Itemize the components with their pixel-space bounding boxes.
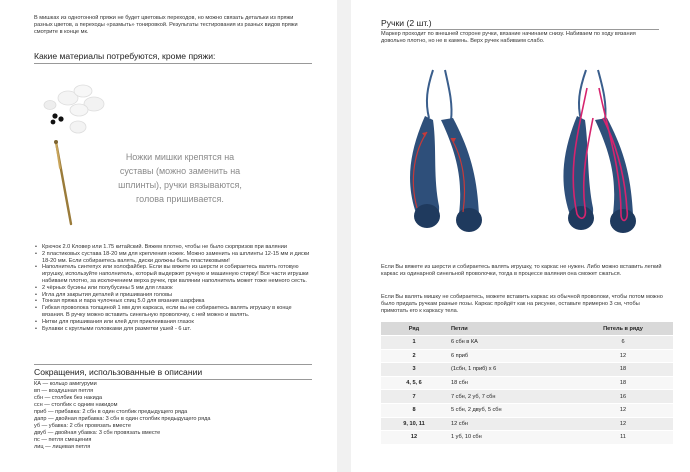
crochet-hook-icon — [54, 140, 71, 224]
cell-row: 8 — [381, 403, 447, 417]
materials-title: Какие материалы потребуются, кроме пряжи: — [34, 51, 216, 61]
left-intro: В мишках из однотонной пряжи не будет цветовых переходов, но можно связать детальки из пряжи разных цветов, а переходы «размыть» тонировкой. Результаты тестирования из разных видов пряжи смотрите в конце мк. — [34, 15, 298, 35]
cell-loops: 1 уб, 10 сбн — [447, 431, 573, 445]
cell-row: 2 — [381, 349, 447, 363]
right-page — [351, 0, 690, 472]
cell-row: 12 — [381, 431, 447, 445]
list-item: • Тонкая пряжа и пара чулочных спиц 5.0 для вязания шарфика — [42, 298, 312, 305]
list-item: • Гибкая проволока толщиной 1 мм для каркаса, если вы не собираетесь валять игрушку в конце вязания. В ручку можно вставить синельную проволочку, с ней можно и валять. — [42, 305, 312, 319]
list-item: • 2 чёрных бусины или полубусины 5 мм для глазок — [42, 285, 312, 292]
list-item: лиц — лицевая петля — [34, 444, 91, 450]
arm-with-wire-icon — [563, 70, 636, 233]
arm-with-arrow-icon — [410, 70, 482, 232]
list-item: двуб — двойная убавка: 3 сбн провязать вместе — [34, 430, 161, 436]
table-row — [381, 431, 673, 445]
materials-list — [34, 244, 312, 332]
table-row — [381, 336, 673, 350]
abbr-top-rule — [34, 364, 312, 365]
list-item: вп — воздушная петля — [34, 388, 94, 394]
table-row — [381, 363, 673, 377]
paragraph-wire: Если Вы валять мишку не собираетесь, можете вставить каркас из обычной проволоки, чтобы потом можно было придать ручкам разные позы. Каркас пройдёт как на рисунке, оставьте примерно 3 см, чтобы примотать его к каркасу тела. — [381, 294, 663, 314]
table-row — [381, 390, 673, 404]
abbr-rule — [34, 379, 312, 380]
cell-count: 18 — [573, 376, 673, 390]
cell-loops: (1сбн, 1 приб) х 6 — [447, 363, 573, 377]
materials-rule — [34, 63, 312, 64]
cell-count: 12 — [573, 417, 673, 431]
cell-count: 12 — [573, 403, 673, 417]
list-item: дапр — двойная прибавка: 3 сбн в один столбик предыдущего ряда — [34, 416, 211, 422]
list-item: ссн — столбик с одним накидом — [34, 402, 118, 408]
table-row — [381, 349, 673, 363]
table-row — [381, 403, 673, 417]
photo-caption: Ножки мишки крепятся на суставы (можно заменить на шплинты), ручки вязываются, голова пришивается. — [118, 152, 242, 204]
header-count: Петель в ряду — [573, 322, 673, 336]
list-item: пс — петля смещения — [34, 437, 92, 443]
cell-count: 11 — [573, 431, 673, 445]
cell-count: 12 — [573, 349, 673, 363]
page-title: Ручки (2 шт.) — [381, 18, 432, 28]
joint-disks-icon — [44, 85, 104, 133]
list-item: • Крючок 2.0 Кловер или 1.75 китайский. Вяжем плотно, чтобы не было сюрпризов при валянии — [42, 244, 312, 251]
cell-loops: 18 сбн — [447, 376, 573, 390]
list-item: • Булавки с круглыми головками для разметки ушей - 6 шт. — [42, 326, 312, 333]
cell-loops: 5 сбн, 2 двуб, 5 сбн — [447, 403, 573, 417]
left-page — [0, 0, 337, 472]
header-row: Ряд — [381, 322, 447, 336]
list-item: • Игла для закрытия деталей и пришивания головы — [42, 292, 312, 299]
header-loops: Петли — [447, 322, 573, 336]
list-item: • 2 пластиковых сустава 18-20 мм для крепления ножек. Можно заменить на шплинты 12-15 мм и диски 18-20 мм. Если собираетесь валять, диски должны быть пластиковыми! — [42, 251, 312, 265]
cell-loops: 6 приб — [447, 349, 573, 363]
list-item: сбн — столбик без накида — [34, 395, 103, 401]
cell-count: 16 — [573, 390, 673, 404]
page-gutter — [337, 0, 351, 472]
abbr-list — [34, 381, 304, 451]
black-beads-icon — [51, 113, 64, 124]
cell-row: 9, 10, 11 — [381, 417, 447, 431]
table-row — [381, 417, 673, 431]
list-item: • Нитки для пришивания или клей для приклеивания глазок — [42, 319, 312, 326]
cell-count: 18 — [573, 363, 673, 377]
cell-loops: 6 сбн в КА — [447, 336, 573, 350]
table-row — [381, 376, 673, 390]
arms-photo — [381, 58, 661, 258]
paragraph-felting: Если Вы вяжете из шерсти и собираетесь валять игрушку, то каркас не нужен. Либо можно вставить легкий каркас из одинарной синельной проволочки, тогда в процессе валяния она сможет сжаться. — [381, 264, 662, 277]
title-rule — [381, 29, 659, 30]
list-item: КА — кольцо амигуруми — [34, 381, 97, 387]
cell-row: 4, 5, 6 — [381, 376, 447, 390]
cell-loops: 12 сбн — [447, 417, 573, 431]
list-item: приб — прибавка: 2 сбн в один столбик предыдущего ряда — [34, 409, 188, 415]
cell-count: 6 — [573, 336, 673, 350]
cell-row: 7 — [381, 390, 447, 404]
list-item: уб — убавка: 2 сбн провязать вместе — [34, 423, 131, 429]
cell-row: 3 — [381, 363, 447, 377]
right-intro: Маркер проходит по внешней стороне ручки, вязание начинаем снизу. Набиваем по ходу вязания довольно плотно, но не в камень. Верх ручек набиваем слабо. — [381, 31, 636, 44]
rows-table — [381, 322, 673, 445]
table-header-row — [381, 322, 673, 336]
cell-row: 1 — [381, 336, 447, 350]
list-item: • Наполнитель синтепух или холофайбер. Если вы вяжете из шерсти и собираетесь валять готовую игрушку, используйте наполнитель, который выдержит ручную и машинную стирку! Все части игрушки набиваем плотно, за исключением верха ручек, при валянии наполнитель может тоже немного сесть. — [42, 264, 312, 284]
abbr-title: Сокращения, использованные в описании — [34, 367, 203, 377]
cell-loops: 7 сбн, 2 уб, 7 сбн — [447, 390, 573, 404]
